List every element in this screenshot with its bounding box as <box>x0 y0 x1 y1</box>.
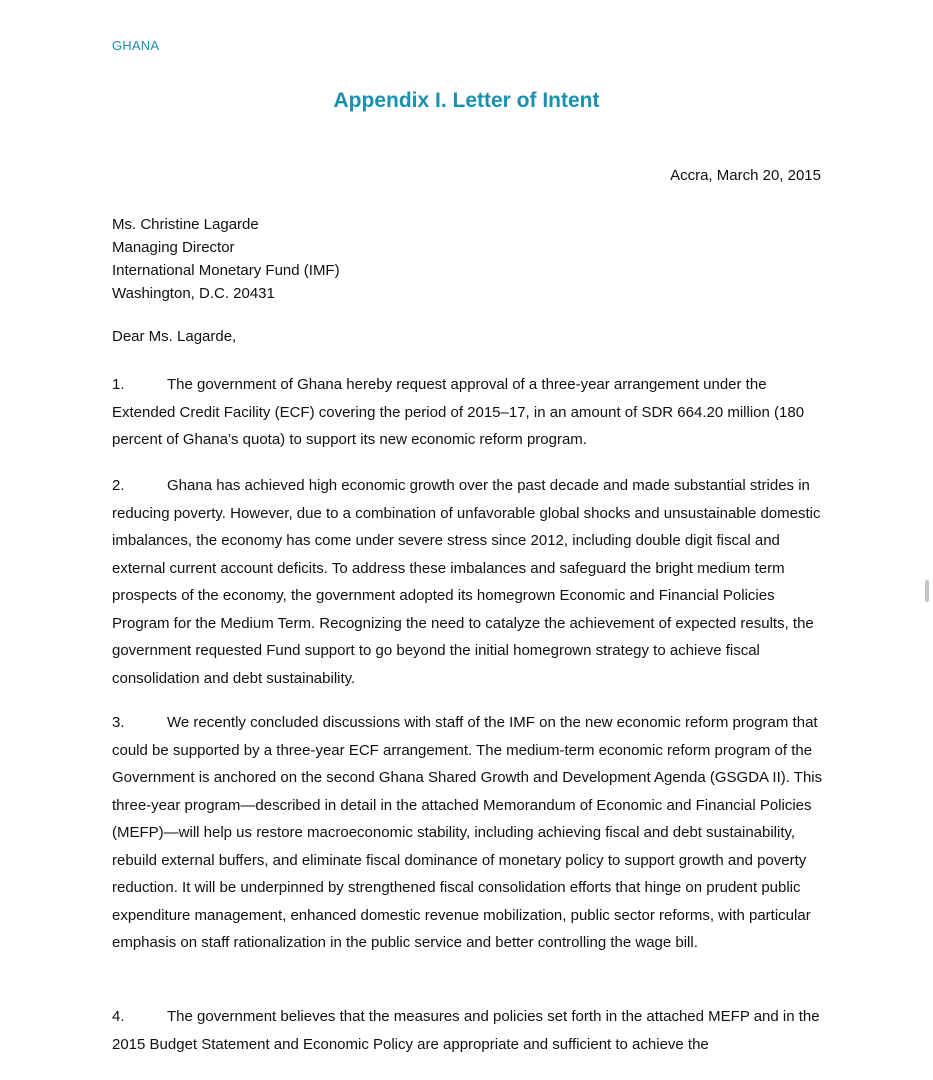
paragraph-text: Ghana has achieved high economic growth over the past decade and made substantial strides in reducing poverty. However, due to a combination of unfavorable global shocks and unsustainable domestic imbalances, the economy has come under severe stress since 2012, including double digit fiscal and external current account deficits. To address these imbalances and safeguard the bright medium term prospects of the economy, the government adopted its homegrown Economic and Financial Policies Program for the Medium Term. Recognizing the need to catalyze the achievement of expected results, the government requested Fund support to go beyond the initial homegrown strategy to achieve fiscal consolidation and debt sustainability. <box>112 477 821 687</box>
paragraph-number: 2. <box>112 477 125 494</box>
scrollbar-thumb[interactable] <box>925 580 929 602</box>
address-line-organization: International Monetary Fund (IMF) <box>112 262 340 279</box>
letter-date: Accra, March 20, 2015 <box>670 167 821 184</box>
address-line-city: Washington, D.C. 20431 <box>112 285 275 302</box>
paragraph-2 <box>112 472 824 692</box>
address-line-name: Ms. Christine Lagarde <box>112 216 259 233</box>
recipient-address <box>112 213 340 305</box>
paragraph-1 <box>112 371 824 454</box>
paragraph-text: The government of Ghana hereby request approval of a three-year arrangement under the Extended Credit Facility (ECF) covering the period of 2015–17, in an amount of SDR 664.20 million (180 percent of Ghana’s quota) to support its new economic reform program. <box>112 376 805 448</box>
paragraph-text: We recently concluded discussions with staff of the IMF on the new economic reform program that could be supported by a three-year ECF arrangement. The medium-term economic reform program of the Government is anchored on the second Ghana Shared Growth and Development Agenda (GSGDA II). This three-year program—described in detail in the attached Memorandum of Economic and Financial Policies (MEFP)—will help us restore macroeconomic stability, including achieving fiscal and debt sustainability, rebuild external buffers, and eliminate fiscal dominance of monetary policy to support growth and poverty reduction. It will be underpinned by strengthened fiscal consolidation efforts that hinge on prudent public expenditure management, enhanced domestic revenue mobilization, public sector reforms, with particular emphasis on staff rationalization in the public service and better controlling the wage bill. <box>112 714 823 951</box>
running-header-country: GHANA <box>112 38 160 53</box>
salutation: Dear Ms. Lagarde, <box>112 328 237 345</box>
paragraph-number: 4. <box>112 1008 125 1025</box>
paragraph-3 <box>112 709 824 957</box>
address-line-title: Managing Director <box>112 239 235 256</box>
paragraph-text: The government believes that the measures and policies set forth in the attached MEFP and in the 2015 Budget Statement and Economic Policy are appropriate and sufficient to achieve the <box>112 1008 820 1053</box>
paragraph-4 <box>112 1003 824 1058</box>
paragraph-number: 3. <box>112 714 125 731</box>
page-title: Appendix I. Letter of Intent <box>333 89 600 112</box>
paragraph-number: 1. <box>112 376 125 393</box>
